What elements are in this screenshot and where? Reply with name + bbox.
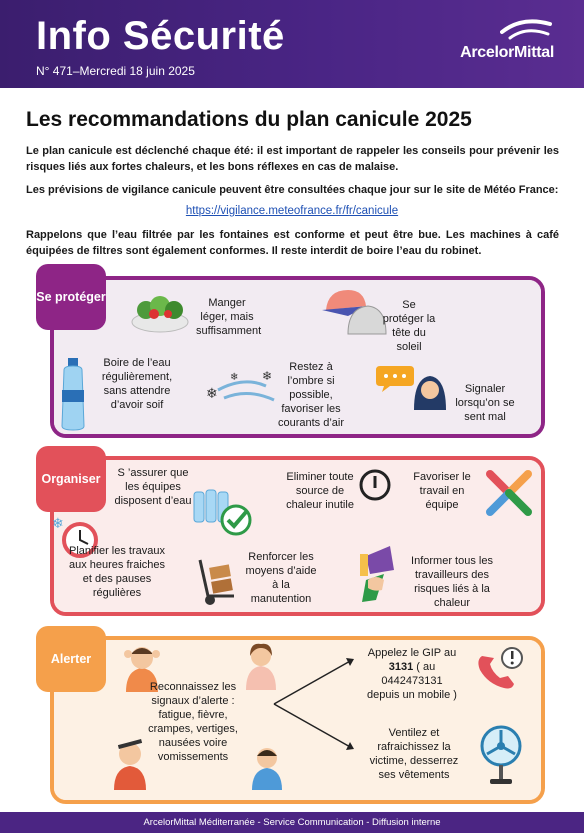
item-team-work: Favoriser le travail en équipe <box>413 471 471 511</box>
fever-person-icon <box>110 738 150 790</box>
arcelormittal-swoosh-icon <box>500 14 554 44</box>
intro-paragraph-2: Les prévisions de vigilance canicule peuvent être consultées chaque jour sur le site de Météo France: <box>26 184 559 196</box>
section-alert-tag: Alerter <box>36 626 106 692</box>
salad-bowl-icon <box>128 288 192 336</box>
hand-truck-icon <box>194 556 244 608</box>
newsletter-title: Info Sécurité <box>36 14 285 58</box>
item-ventilate: Ventilez et rafraichissez la victime, desserrez ses vêtements <box>369 727 459 781</box>
brand-name: ArcelorMittal <box>460 44 554 61</box>
person-speaking-icon <box>374 360 450 410</box>
call-prefix: Appelez le GIP au <box>367 647 457 659</box>
intro-paragraph-1: Le plan canicule est déclenché chaque été: il est important de rappeler les conseils pour prévenir les risques liés aux fortes chaleurs, et les bons réflexes en cas de malaise. <box>26 145 559 173</box>
item-stay-shade: Restez à l’ombre si possible, favoriser les courants d’air <box>277 361 345 429</box>
item-report-unwell: Signaler lorsqu’on se sent mal <box>455 383 515 423</box>
issue-info: N° 471–Mercredi 18 juin 2025 <box>36 64 195 78</box>
brand-logo <box>450 14 554 74</box>
item-handling-aids: Renforcer les moyens d’aide à la manutention <box>245 551 317 605</box>
item-call-gip <box>366 646 458 702</box>
call-mobile-note: ( au 0442473131 depuis un mobile ) <box>367 661 457 701</box>
svg-text:❄: ❄ <box>206 385 218 401</box>
section-organize-tag: Organiser <box>36 446 106 512</box>
svg-text:❄: ❄ <box>262 369 273 383</box>
phone-alert-icon <box>474 646 526 692</box>
item-head-protection: Se protéger la tête du soleil <box>382 299 436 353</box>
item-plan-work: Planifier les travaux aux heures fraiches et des pauses régulières <box>69 545 165 599</box>
power-icon <box>358 468 392 502</box>
item-eliminate-heat: Eliminer toute source de chaleur inutile <box>286 471 354 511</box>
intro-paragraph-3: Rappelons que l’eau filtrée par les fontaines est conforme et peut être bue. Les machines à café équipées de filtres sont également conformes. Il reste interdit de boire l’eau du robinet. <box>26 229 559 257</box>
electric-fan-icon <box>478 724 524 786</box>
team-hands-icon <box>484 468 534 518</box>
section-protect-tag: Se protéger <box>36 264 106 330</box>
article-title: Les recommandations du plan canicule 2025 <box>26 108 472 131</box>
cap-and-helmet-icon <box>318 282 388 342</box>
meteofrance-link[interactable]: https://vigilance.meteofrance.fr/fr/canicule <box>185 205 399 217</box>
megaphone-hand-icon <box>356 540 404 606</box>
emergency-number: 3131 <box>388 661 414 673</box>
item-inform-workers: Informer tous les travailleurs des risques liés à la chaleur <box>411 555 493 609</box>
water-bottle-icon <box>58 356 88 432</box>
footer-bar: ArcelorMittal Méditerranée - Service Communication - Diffusion interne <box>0 812 584 833</box>
svg-text:❄: ❄ <box>230 372 239 383</box>
item-drink-water: Boire de l’eau régulièrement, sans attendre d’avoir soif <box>101 357 173 411</box>
item-ensure-water: S ’assurer que les équipes disposent d’eau <box>114 467 192 507</box>
svg-text:❄: ❄ <box>52 515 64 531</box>
item-warning-signs: Reconnaissez les signaux d’alerte : fatigue, fièvre, crampes, vertiges, nausées voire vomissements <box>148 681 238 763</box>
water-bottles-check-icon <box>192 482 254 538</box>
item-eat-light: Manger léger, mais suffisamment <box>196 297 262 337</box>
branch-arrows-icon <box>270 652 358 756</box>
wind-snow-icon <box>204 366 280 412</box>
header-banner <box>0 0 584 88</box>
